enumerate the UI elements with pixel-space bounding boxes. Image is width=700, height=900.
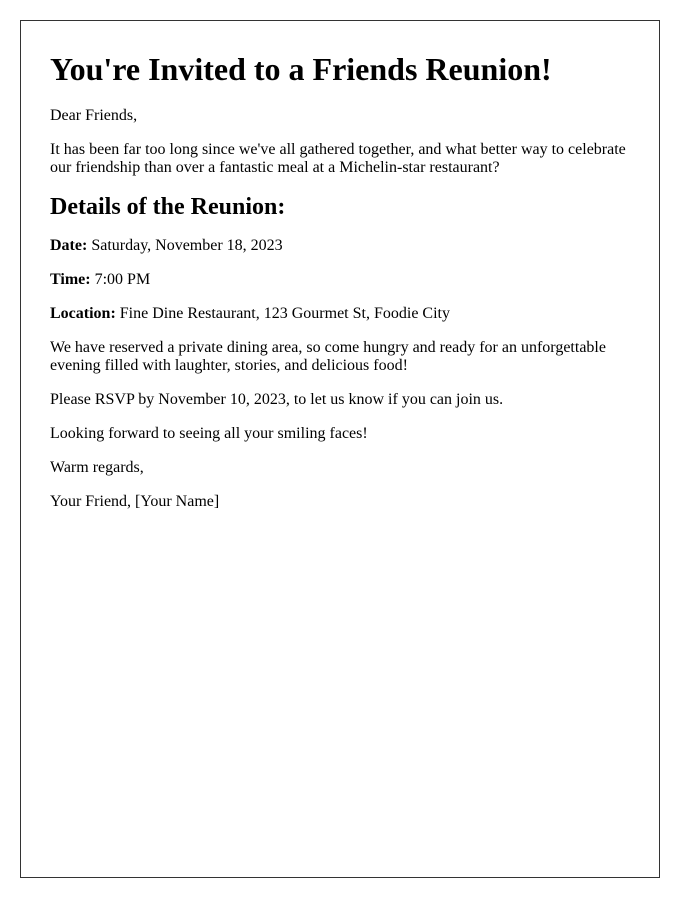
details-heading: Details of the Reunion: — [50, 194, 286, 220]
time-value: 7:00 PM — [94, 271, 151, 288]
date-value: Saturday, November 18, 2023 — [91, 237, 283, 254]
letter-title: You're Invited to a Friends Reunion! — [50, 51, 552, 87]
location-value: Fine Dine Restaurant, 123 Gourmet St, Foodie City — [119, 305, 450, 322]
location-label: Location: — [50, 305, 116, 322]
letter-page — [20, 20, 660, 878]
reservation-paragraph: We have reserved a private dining area, so come hungry and ready for an unforgettable evening filled with laughter, stories, and delicious food! — [50, 339, 606, 374]
signoff: Warm regards, — [50, 459, 144, 476]
greeting: Dear Friends, — [50, 107, 138, 124]
letter-content — [50, 51, 640, 527]
time-line — [50, 271, 640, 289]
closing-paragraph: Looking forward to seeing all your smiling faces! — [50, 425, 368, 442]
rsvp-paragraph: Please RSVP by November 10, 2023, to let us know if you can join us. — [50, 391, 504, 408]
time-label: Time: — [50, 271, 91, 288]
signature: Your Friend, [Your Name] — [50, 493, 220, 510]
date-label: Date: — [50, 237, 88, 254]
location-line — [50, 305, 640, 323]
date-line — [50, 237, 640, 255]
intro-paragraph: It has been far too long since we've all gathered together, and what better way to celebrate our friendship than over a fantastic meal at a Michelin-star restaurant? — [50, 141, 626, 176]
